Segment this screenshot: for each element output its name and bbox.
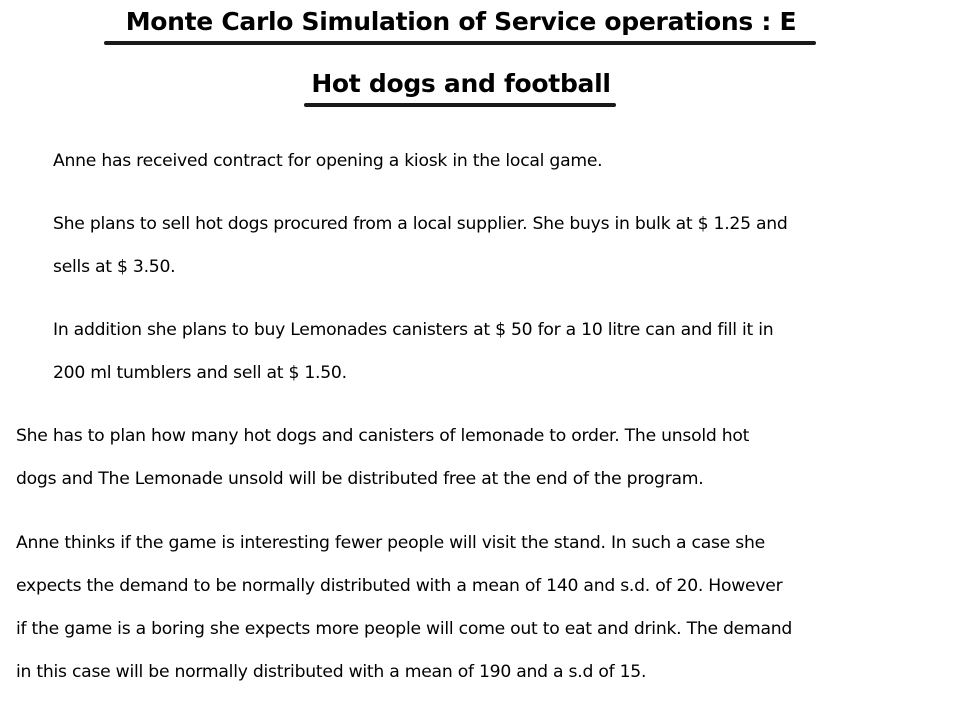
paragraph-line: Anne has received contract for opening a kiosk in the local game.: [53, 151, 603, 171]
paragraph-line: in this case will be normally distributed with a mean of 190 and a s.d of 15.: [16, 662, 647, 682]
paragraph-line: In addition she plans to buy Lemonades canisters at $ 50 for a 10 litre can and fill it in: [53, 320, 774, 340]
paragraph-contract: [53, 140, 602, 183]
paragraph-planning: [16, 415, 749, 501]
paragraph-line: sells at $ 3.50.: [53, 257, 176, 277]
title-underline: [104, 41, 816, 45]
paragraph-line: 200 ml tumblers and sell at $ 1.50.: [53, 363, 347, 383]
paragraph-line: expects the demand to be normally distributed with a mean of 140 and s.d. of 20. However: [16, 576, 783, 596]
paragraph-demand: [16, 522, 792, 694]
paragraph-line: She plans to sell hot dogs procured from a local supplier. She buys in bulk at $ 1.25 and: [53, 214, 788, 234]
paragraph-line: She has to plan how many hot dogs and canisters of lemonade to order. The unsold hot: [16, 426, 750, 446]
paragraph-line: dogs and The Lemonade unsold will be distributed free at the end of the program.: [16, 469, 704, 489]
subtitle-underline: [304, 103, 616, 107]
paragraph-hot-dogs: [53, 203, 788, 289]
paragraph-line: if the game is a boring she expects more people will come out to eat and drink. The demand: [16, 619, 793, 639]
paragraph-line: Anne thinks if the game is interesting fewer people will visit the stand. In such a case she: [16, 533, 765, 553]
paragraph-lemonade: [53, 309, 773, 395]
page-subtitle: Hot dogs and football: [311, 69, 611, 98]
page-title: Monte Carlo Simulation of Service operations : E: [125, 7, 797, 36]
